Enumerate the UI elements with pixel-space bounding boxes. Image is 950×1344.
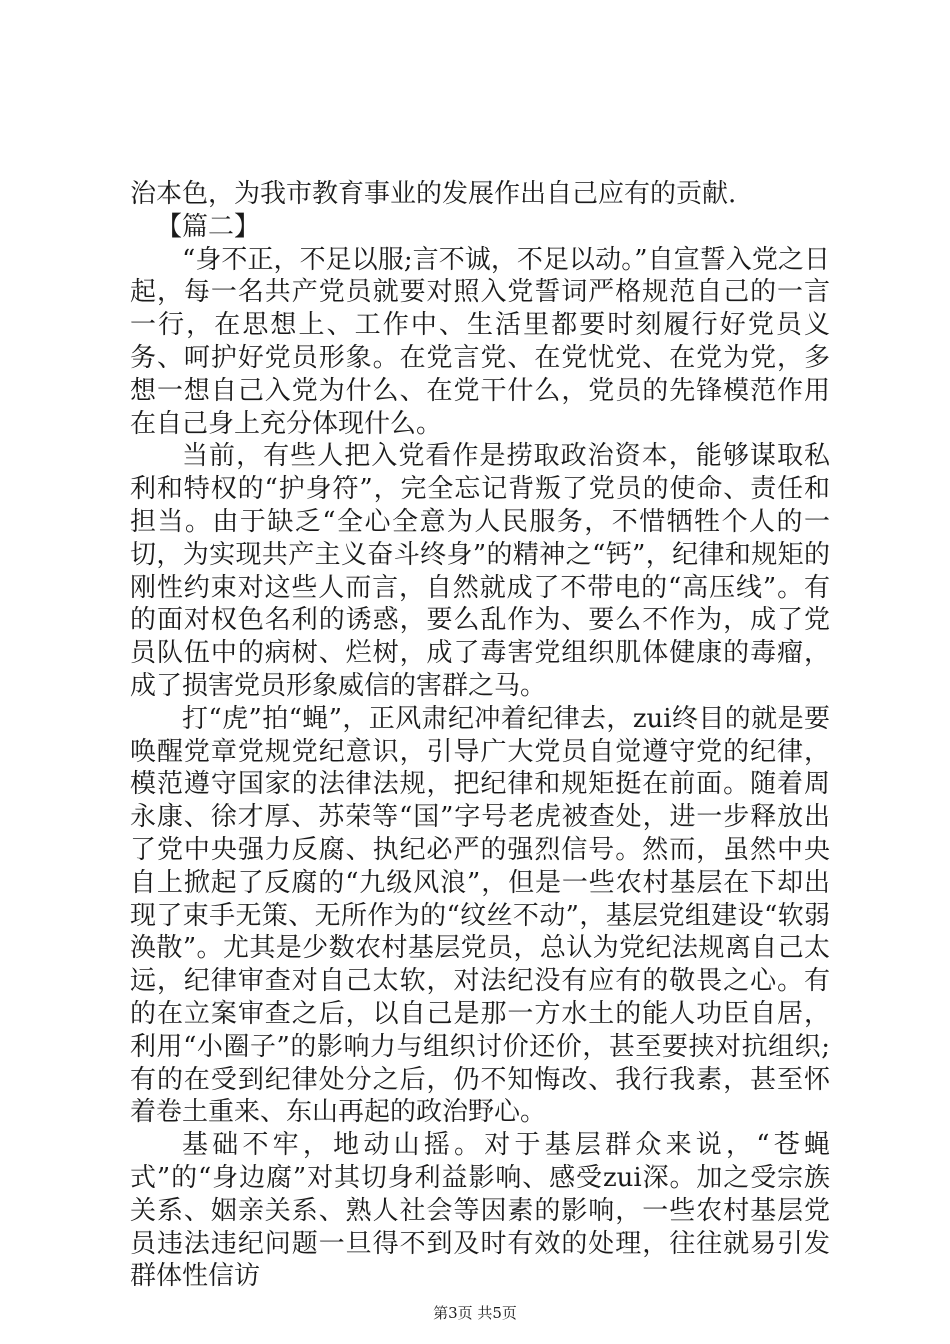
document-body xyxy=(130,178,830,1293)
page-footer: 第3页 共5页 xyxy=(433,1304,517,1322)
paragraph-4: 基础不牢，地动山摇。对于基层群众来说，“苍蝇式”的“身边腐”对其切身利益影响、感受zui深。加之受宗族关系、姻亲关系、熟人社会等因素的影响，一些农村基层党员违法违纪问题一旦得不到及时有效的处理，往往就易引发群体性信访 xyxy=(130,1130,830,1292)
paragraph-3: 打“虎”拍“蝇”，正风肃纪冲着纪律去，zui终目的就是要唤醒党章党规党纪意识，引导广大党员自觉遵守党的纪律，模范遵守国家的法律法规，把纪律和规矩挺在前面。随着周永康、徐才厚、苏荣等“国”字号老虎被查处，进一步释放出了党中央强力反腐、执纪必严的强烈信号。然而，虽然中央自上掀起了反腐的“九级风浪”，但是一些农村基层在下却出现了束手无策、无所作为的“纹丝不动”，基层党组建设“软弱涣散”。尤其是少数农村基层党员，总认为党纪法规离自己太远，纪律审查对自己太软，对法纪没有应有的敬畏之心。有的在立案审查之后，以自己是那一方水土的能人功臣自居，利用“小圈子”的影响力与组织讨价还价，甚至要挟对抗组织;有的在受到纪律处分之后，仍不知悔改、我行我素，甚至怀着卷土重来、东山再起的政治野心。 xyxy=(130,703,830,1128)
paragraph-2: 当前，有些人把入党看作是捞取政治资本，能够谋取私利和特权的“护身符”，完全忘记背叛了党员的使命、责任和担当。由于缺乏“全心全意为人民服务，不惜牺牲个人的一切，为实现共产主义奋斗终身”的精神之“钙”，纪律和规矩的刚性约束对这些人而言，自然就成了不带电的“高压线”。有的面对权色名利的诱惑，要么乱作为、要么不作为，成了党员队伍中的病树、烂树，成了毒害党组织肌体健康的毒瘤，成了损害党员形象威信的害群之马。 xyxy=(130,441,830,701)
section-heading: 【篇二】 xyxy=(156,211,261,242)
paragraph-1: “身不正，不足以服;言不诚，不足以动。”自宣誓入党之日起，每一名共产党员就要对照入党誓词严格规范自己的一言一行，在思想上、工作中、生活里都要时刻履行好党员义务、呵护好党员形象。在党言党、在党忧党、在党为党，多想一想自己入党为什么、在党干什么，党员的先锋模范作用在自己身上充分体现什么。 xyxy=(130,244,830,439)
continuation-text: 治本色，为我市教育事业的发展作出自己应有的贡献. xyxy=(130,179,737,209)
